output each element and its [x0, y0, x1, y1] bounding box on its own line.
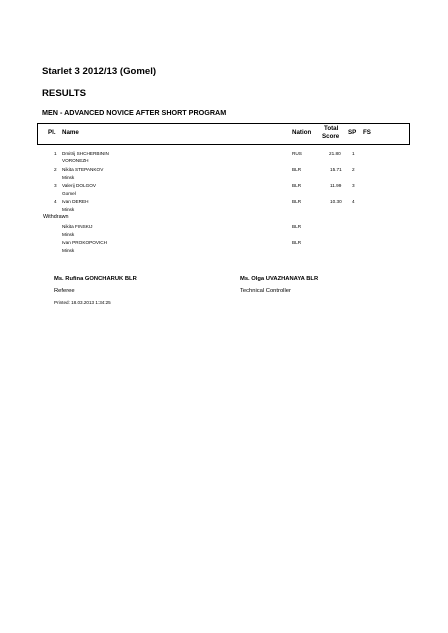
- withdrawn-2-city: Minsk: [62, 248, 75, 253]
- row-1-sp: 1: [352, 151, 355, 156]
- row-3-total: 11.99: [330, 183, 342, 188]
- category-title: MEN - ADVANCED NOVICE AFTER SHORT PROGRAM: [42, 108, 227, 117]
- row-2-place: 2: [54, 167, 57, 172]
- withdrawn-2-nation: BLR: [292, 240, 302, 245]
- row-4-city: Minsk: [62, 207, 75, 212]
- col-total-line2: Score: [322, 133, 340, 140]
- row-4-nation: BLR: [292, 199, 302, 204]
- col-name: Name: [62, 129, 79, 136]
- row-1-name: Dmitrij SHCHERBININ: [62, 151, 109, 156]
- row-4-place: 4: [54, 199, 57, 204]
- row-3-place: 3: [54, 183, 57, 188]
- row-1-nation: RUS: [292, 151, 302, 156]
- col-fs: FS: [363, 129, 371, 136]
- withdrawn-1-name: Nikita FINSKIJ: [62, 224, 93, 229]
- referee-role: Referee: [54, 288, 75, 294]
- withdrawn-1-city: Minsk: [62, 232, 75, 237]
- withdrawn-1-nation: BLR: [292, 224, 302, 229]
- col-place: Pl.: [48, 129, 56, 136]
- row-2-name: Nikita STEPANKOV: [62, 167, 104, 172]
- controller-role: Technical Controller: [240, 288, 291, 294]
- referee-name: Ms. Rufina GONCHARUK BLR: [54, 276, 137, 282]
- row-4-sp: 4: [352, 199, 355, 204]
- row-1-place: 1: [54, 151, 57, 156]
- withdrawn-2-name: Ivan PROKOPOVICH: [62, 240, 108, 245]
- section-title: RESULTS: [42, 88, 87, 99]
- col-nation: Nation: [292, 129, 312, 136]
- row-2-sp: 2: [352, 167, 355, 172]
- col-sp: SP: [348, 129, 357, 136]
- row-3-sp: 3: [352, 183, 355, 188]
- row-1-city: VORONEZH: [62, 158, 89, 163]
- row-3-nation: BLR: [292, 183, 302, 188]
- event-title: Starlet 3 2012/13 (Gomel): [42, 66, 157, 77]
- row-2-city: Minsk: [62, 175, 75, 180]
- row-4-total: 10.30: [330, 199, 342, 204]
- row-3-city: Gomel: [62, 191, 76, 196]
- controller-name: Ms. Olga UVAZHANAYA BLR: [240, 276, 319, 282]
- withdrawn-label: Withdrawn: [43, 214, 69, 220]
- col-total-line1: Total: [324, 125, 339, 132]
- row-2-total: 15.71: [330, 167, 342, 172]
- row-4-name: Ivan DEREH: [62, 199, 89, 204]
- row-1-total: 21.80: [329, 151, 341, 156]
- row-2-nation: BLR: [292, 167, 302, 172]
- printed-timestamp: Printed: 18.03.2013 1:34:25: [54, 300, 111, 305]
- row-3-name: Valerij DOLGOV: [62, 183, 97, 188]
